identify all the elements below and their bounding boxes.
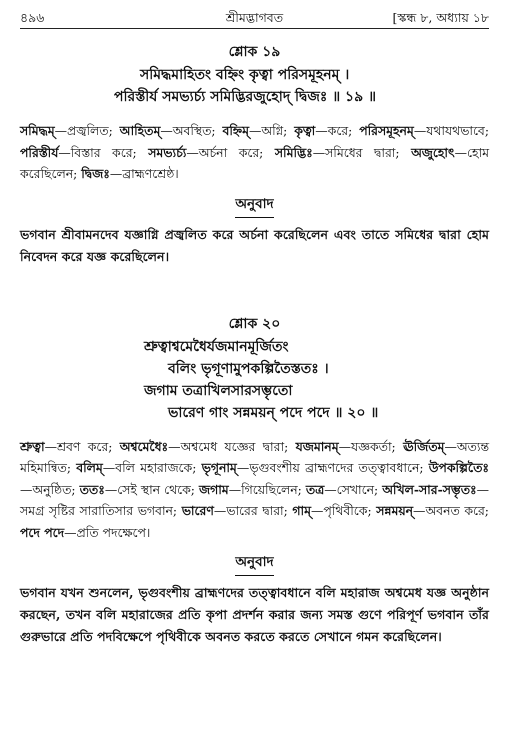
- gloss-term: কৃত্বা: [294, 123, 316, 138]
- gloss-meaning: —ভারের দ্বারা;: [213, 503, 293, 518]
- sloka-20-verse: [20, 336, 489, 424]
- gloss-meaning: —প্রতি পদক্ষেপে।: [64, 524, 151, 540]
- sloka-20-line-1: শ্রুত্বাশ্বমেধৈর্যজমানমূর্জিতং: [144, 338, 289, 355]
- sloka-19-section: [20, 40, 489, 268]
- gloss-term: জগাম: [199, 481, 229, 497]
- gloss-meaning: —পৃথিবীকে;: [310, 503, 377, 518]
- sloka-20-title: শ্লোক ২০: [228, 315, 281, 332]
- sloka-19-line-1: সমিদ্ধমাহিতং বহ্নিং কৃত্বা পরিসমূহনম্ ।: [140, 67, 350, 83]
- gloss-term: দ্বিজঃ: [81, 166, 110, 181]
- gloss-term: পদে পদে: [20, 524, 65, 540]
- sloka-20-translation-heading: অনুবাদ: [20, 551, 489, 576]
- gloss-meaning: —অশ্বমেধ যজ্ঞের দ্বারা;: [168, 438, 296, 454]
- gloss-meaning: —সেই স্থান থেকে;: [104, 481, 199, 497]
- gloss-meaning: —ব্রাহ্মণশ্রেষ্ঠ।: [109, 166, 179, 181]
- gloss-term: ভৃগূনাম্: [201, 460, 237, 475]
- gloss-term: সন্নময়ন্: [376, 503, 414, 518]
- sloka-19-translation: ভগবান শ্রীবামনদেব যজ্ঞাগ্নি প্রজ্বলিত করে অর্চনা করেছিলেন এবং তাতে সমিধের দ্বারা হোম নিবেদন করে যজ্ঞ করেছিলেন।: [20, 226, 489, 264]
- gloss-term: অখিল-সার-সম্ভৃতঃ: [382, 481, 477, 497]
- gloss-term: ঊর্জিতম্: [403, 438, 445, 454]
- gloss-term: শ্রুত্বা: [20, 438, 45, 454]
- header-rule: [20, 28, 489, 29]
- gloss-term: ভারেণ: [181, 503, 214, 518]
- gloss-meaning: —ভৃগুবংশীয় ব্রাহ্মণদের তত্ত্বাবধানে;: [236, 460, 429, 475]
- book-title: শ্রীমদ্ভাগবত: [225, 10, 284, 25]
- gloss-term: উপকল্পিতৈঃ: [428, 460, 489, 475]
- gloss-term: অশ্বমেধৈঃ: [119, 438, 169, 454]
- sloka-20-line-3: জগাম তত্রাখিলসারসম্ভৃতো: [144, 382, 293, 399]
- sloka-19-verse: [20, 64, 489, 108]
- sloka-19-title: শ্লোক ১৯: [228, 44, 281, 60]
- gloss-meaning: —যথাযথভাবে;: [413, 123, 489, 138]
- gloss-term: পরিস্তীর্য: [20, 144, 59, 160]
- gloss-term: যজমানম্: [295, 438, 339, 454]
- gloss-meaning: —অত্যন্ত মহিমান্বিত;: [20, 438, 489, 475]
- gloss-term: তত্র: [305, 481, 325, 497]
- gloss-meaning: —বলি মহারাজকে;: [102, 460, 202, 475]
- gloss-term: ততঃ: [79, 481, 105, 497]
- gloss-term: আহিতম্: [119, 123, 161, 138]
- gloss-meaning: —অনুষ্ঠিত;: [20, 481, 80, 497]
- gloss-term: সমিদ্ধম্: [20, 123, 55, 138]
- sloka-20-line-4: ভারেণ গাং সন্নময়ন্ পদে পদে ॥ ২০ ॥: [168, 404, 379, 421]
- gloss-meaning: —সমগ্র সৃষ্টির সারাতিসার ভগবান;: [20, 481, 489, 518]
- sloka-20-translation: ভগবান যখন শুনলেন, ভৃগুবংশীয় ব্রাহ্মণদের তত্ত্বাবধানে বলি মহারাজ অশ্বমেধ যজ্ঞ অনুষ্ঠান করছেন, তখন বলি মহারাজের প্রতি কৃপা প্রদর্শন করার জন্য সমস্ত গুণে পরিপূর্ণ ভগবান তাঁর গুরুভারে প্রতি পদবিক্ষেপে পৃথিবীকে অবনত করতে করতে সেখানে গমন করেছিলেন।: [20, 585, 489, 644]
- gloss-term: সমভ্যর্চ্য: [148, 144, 187, 160]
- gloss-meaning: —হোম করেছিলেন;: [20, 144, 489, 181]
- gloss-meaning: —বিস্তার করে;: [58, 144, 149, 160]
- gloss-term: বলিম্: [76, 460, 103, 475]
- sloka-19-word-meanings: [20, 120, 489, 185]
- page-header: [20, 6, 489, 30]
- sloka-20-line-2: বলিং ভৃগূণামুপকল্পিতৈস্ততঃ ।: [168, 360, 329, 377]
- gloss-meaning: —অগ্নি;: [249, 123, 295, 138]
- gloss-term: অজুহোৎ: [411, 144, 455, 160]
- gloss-meaning: —করে;: [315, 123, 360, 138]
- sloka-19-line-2: পরিস্তীর্য সমভ্যর্চ্য সমিদ্ভিরজুহোদ্ দ্বিজঃ ॥ ১৯ ॥: [114, 89, 377, 105]
- sloka-20-section: [20, 312, 489, 649]
- chapter-reference: [স্কন্ধ ৮, অধ্যায় ১৮: [392, 10, 489, 25]
- gloss-term: পরিসমূহনম্: [359, 123, 414, 138]
- gloss-term: সমিদ্ভিঃ: [274, 144, 313, 160]
- gloss-meaning: —সেখানে;: [324, 481, 383, 497]
- gloss-meaning: —শ্রবণ করে;: [44, 438, 120, 454]
- sloka-19-translation-heading: অনুবাদ: [20, 193, 489, 218]
- gloss-term: গাম্: [292, 503, 311, 518]
- gloss-meaning: —অবস্থিত;: [160, 123, 223, 138]
- gloss-meaning: —অর্চনা করে;: [186, 144, 275, 160]
- gloss-meaning: —গিয়েছিলেন;: [228, 481, 306, 497]
- page-number: ৪৯৬: [20, 10, 45, 25]
- sloka-20-word-meanings: [20, 436, 489, 544]
- gloss-meaning: —যজ্ঞকর্তা;: [338, 438, 404, 454]
- gloss-meaning: —অবনত করে;: [413, 503, 489, 518]
- gloss-term: বহ্নিম্: [222, 123, 249, 138]
- gloss-meaning: —প্রজ্বলিত;: [54, 123, 120, 138]
- gloss-meaning: —সমিধের দ্বারা;: [312, 144, 412, 160]
